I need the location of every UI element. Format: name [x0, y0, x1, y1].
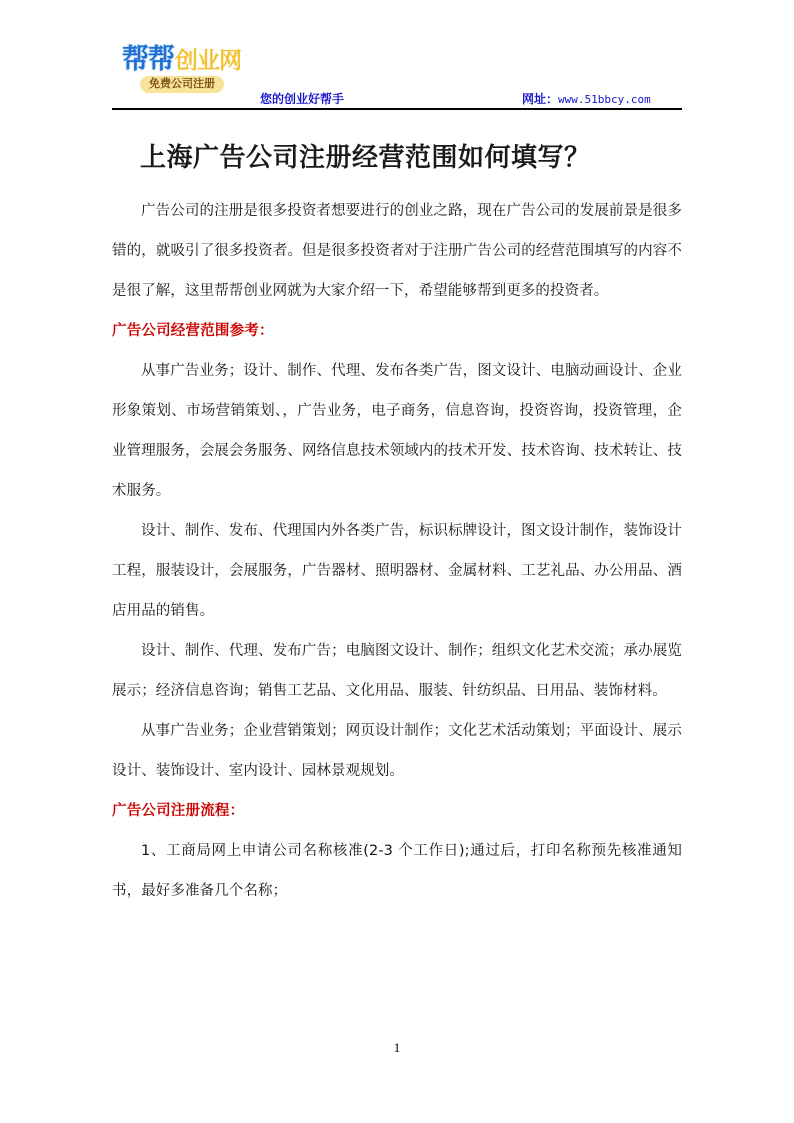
page-title: 上海广告公司注册经营范围如何填写？ — [140, 143, 591, 172]
site-logo[interactable] — [122, 46, 282, 106]
scope-paragraph-1: 从事广告业务；设计、制作、代理、发布各类广告，图文设计、电脑动画设计、企业形象策划、市场营销策划、，广告业务，电子商务，信息咨询，投资咨询，投资管理，企业管理服务，会展会务服务、网络信息技术领域内的技术开发、技术咨询、技术转让、技术服务。 — [112, 363, 682, 500]
header-divider — [112, 108, 682, 110]
scope-paragraph-4: 从事广告业务；企业营销策划；网页设计制作；文化艺术活动策划；平面设计、展示设计、装饰设计、室内设计、园林景观规划。 — [112, 723, 682, 780]
scope-paragraph-2: 设计、制作、发布、代理国内外各类广告，标识标牌设计，图文设计制作，装饰设计工程，服装设计，会展服务，广告器材、照明器材、金属材料、工艺礼品、办公用品、酒店用品的销售。 — [112, 523, 682, 620]
scope-paragraph-3: 设计、制作、代理、发布广告；电脑图文设计、制作；组织文化艺术交流；承办展览展示；经济信息咨询；销售工艺品、文化用品、服装、针纺织品、日用品、装饰材料。 — [112, 643, 682, 700]
section-heading-process: 广告公司注册流程： — [112, 803, 245, 820]
header-tagline: 您的创业好帮手 — [260, 92, 345, 106]
logo-badge: 免费公司注册 — [140, 76, 224, 93]
logo-secondary-text: 创业网 — [175, 48, 241, 74]
document-body — [112, 140, 682, 911]
header-url-value[interactable]: www.51bbcy.com — [558, 93, 651, 106]
logo-wordmark — [122, 46, 282, 73]
header-website[interactable] — [522, 90, 651, 107]
intro-paragraph: 广告公司的注册是很多投资者想要进行的创业之路，现在广告公司的发展前景是很多错的，就吸引了很多投资者。但是很多投资者对于注册广告公司的经营范围填写的内容不是很了解，这里帮帮创业网就为大家介绍一下，希望能够帮到更多的投资者。 — [112, 203, 682, 300]
page-number: 1 — [393, 1040, 401, 1055]
section-heading-scope: 广告公司经营范围参考： — [112, 323, 274, 340]
header-url-label: 网址： — [522, 92, 559, 106]
logo-primary-text: 帮帮 — [122, 44, 174, 75]
process-step-1: 1、工商局网上申请公司名称核准(2-3 个工作日);通过后，打印名称预先核准通知书，最好多准备几个名称； — [112, 843, 682, 900]
